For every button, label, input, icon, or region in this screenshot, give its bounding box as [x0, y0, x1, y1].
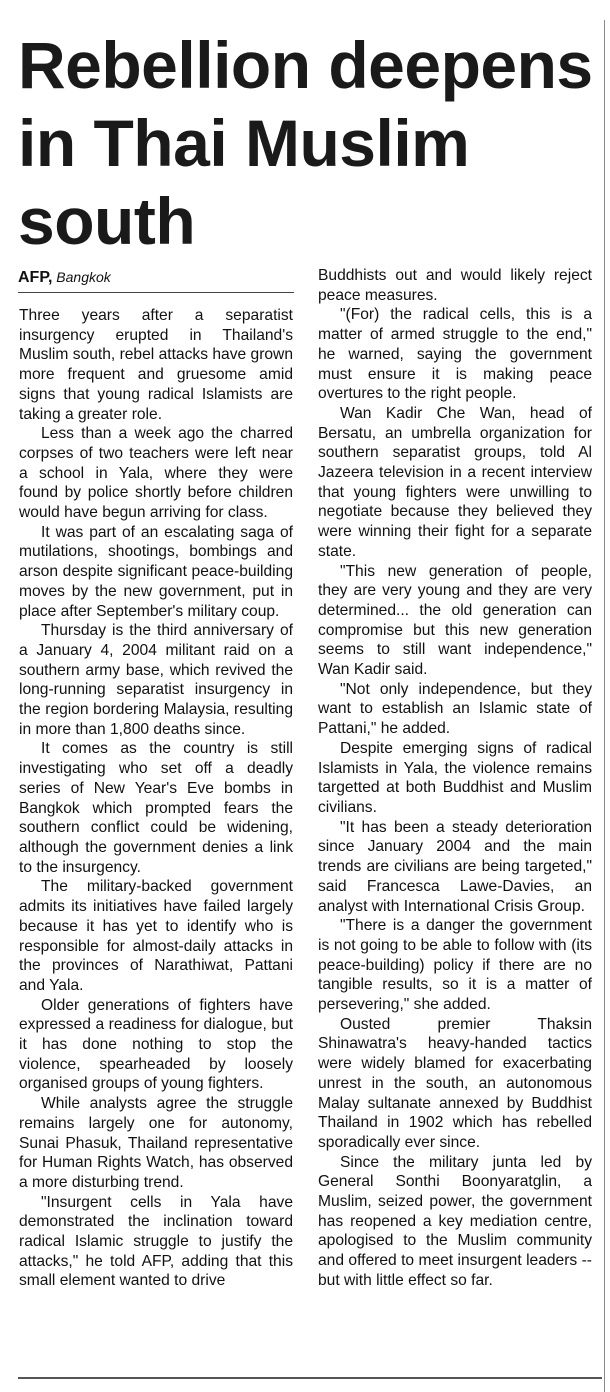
bottom-rule	[18, 1377, 602, 1379]
dateline	[18, 267, 294, 293]
article-column-left	[19, 306, 293, 1291]
paragraph: "Not only independence, but they want to establish an Islamic state of Pattani," he added.	[318, 680, 592, 738]
column-rule	[604, 20, 605, 1392]
paragraph: Since the military junta led by General Sonthi Boonyaratglin, a Muslim, seized power, the government has reopened a key mediation centre, apologised to the Muslim community and offered to meet insurgent leaders -- but with little effect so far.	[318, 1153, 592, 1289]
paragraph: Despite emerging signs of radical Islamists in Yala, the violence remains targetted at both Buddhist and Muslim civilians.	[318, 739, 592, 816]
paragraph: Less than a week ago the charred corpses of two teachers were left near a school in Yala, where they were found by police shortly before children would have begun arriving for class.	[19, 425, 293, 522]
paragraph: "This new generation of people, they are very young and they are very determined... the old generation can compromise but this new generation seems to still want independence," Wan Kadir said.	[318, 562, 592, 679]
headline-line-3: south	[18, 184, 196, 258]
paragraph: "Insurgent cells in Yala have demonstrated the inclination toward radical Islamic struggle to justify the attacks," he told AFP, adding that this small element wanted to drive	[19, 1193, 293, 1290]
paragraph: "It has been a steady deterioration since January 2004 and the main trends are civilians are being targeted," said Francesca Lawe-Davies, an analyst with International Crisis Group.	[318, 818, 592, 915]
headline-line-1: Rebellion deepens	[18, 28, 593, 102]
paragraph: Ousted premier Thaksin Shinawatra's heavy-handed tactics were widely blamed for exacerbating unrest in the south, an autonomous Malay sultanate annexed by Buddhist Thailand in 1902 which has rebelled sporadically ever since.	[318, 1015, 592, 1151]
paragraph: It was part of an escalating saga of mutilations, shootings, bombings and arson despite significant peace-building moves by the new government, put in place after September's military coup.	[19, 523, 293, 620]
city: Bangkok	[56, 269, 111, 285]
paragraph: While analysts agree the struggle remains largely one for autonomy, Sunai Phasuk, Thailand representative for Human Rights Watch, has observed a more disturbing trend.	[19, 1095, 293, 1191]
paragraph: Thursday is the third anniversary of a January 4, 2004 militant raid on a southern army base, which revived the long-running separatist insurgency in the region bordering Malaysia, resulting in more than 1,800 deaths since.	[19, 622, 293, 738]
paragraph: "There is a danger the government is not going to be able to follow with (its peace-building) policy if there are no tangible results, so it is a matter of persevering," she added.	[318, 917, 592, 1014]
paragraph: Three years after a separatist insurgency erupted in Thailand's Muslim south, rebel attacks have grown more frequent and gruesome amid signs that young radical Islamists are taking a greater role.	[19, 307, 293, 423]
agency: AFP,	[18, 269, 53, 286]
paragraph: It comes as the country is still investigating who set off a deadly series of New Year's Eve bombs in Bangkok which prompted fears the southern conflict could be widening, although the government denies a link to the insurgency.	[19, 740, 293, 876]
paragraph: Older generations of fighters have expressed a readiness for dialogue, but it has done nothing to stop the violence, spearheaded by loosely organised groups of young fighters.	[19, 996, 293, 1093]
paragraph: The military-backed government admits its initiatives have failed largely because it has yet to identify who is responsible for almost-daily attacks in the provinces of Narathiwat, Pattani and Yala.	[19, 878, 293, 994]
paragraph: Buddhists out and would likely reject peace measures.	[318, 267, 592, 304]
article-column-right	[318, 266, 592, 1291]
paragraph: Wan Kadir Che Wan, head of Bersatu, an umbrella organization for southern separatist groups, told Al Jazeera television in a recent interview that young fighters were unwilling to negotiate because they believed they were winning their fight for a separate state.	[318, 404, 592, 560]
headline	[18, 26, 598, 260]
paragraph: "(For) the radical cells, this is a matter of armed struggle to the end," he warned, saying the government must ensure it is making peace overtures to the right people.	[318, 306, 592, 403]
headline-line-2: in Thai Muslim	[18, 106, 470, 180]
